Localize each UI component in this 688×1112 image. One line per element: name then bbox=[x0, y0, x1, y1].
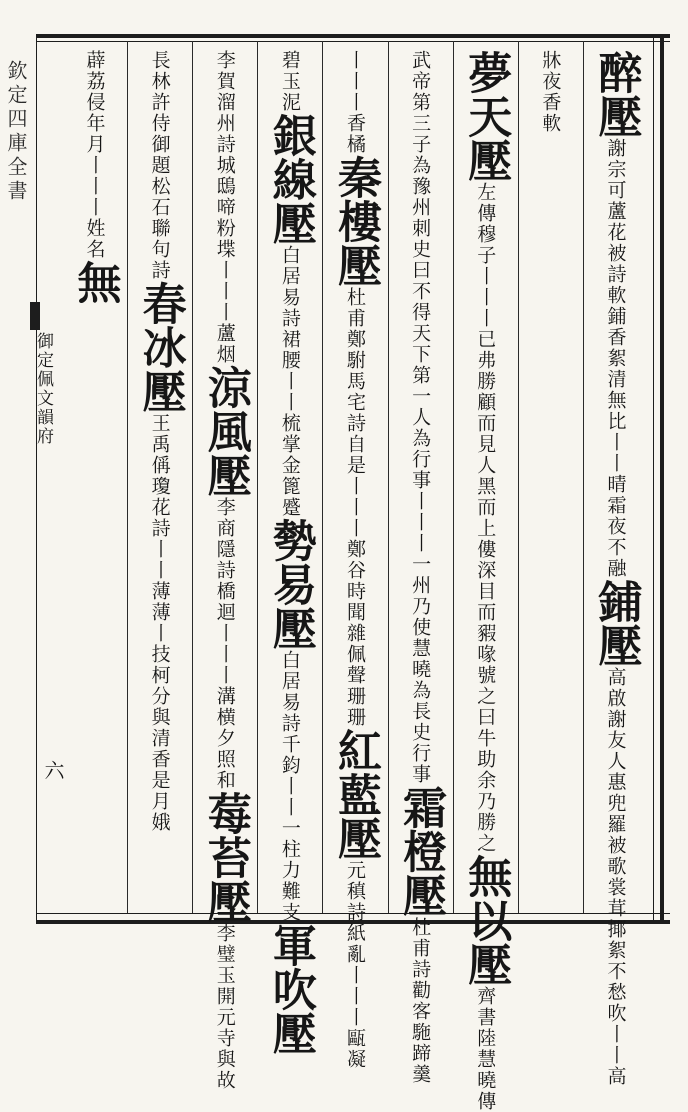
column-divider bbox=[192, 41, 193, 913]
entry-headword: 夢天壓 bbox=[460, 50, 512, 182]
entry-headword: 軍吹壓 bbox=[264, 923, 316, 1055]
entry-text: 白居易詩千鈞丨丨一柱力難支 bbox=[278, 650, 301, 923]
text-column-4 bbox=[395, 50, 447, 1085]
entry-text: 武帝第三子為豫州刺史曰不得天下第一人為行事丨丨丨一州乃使慧曉為長史行事 bbox=[409, 50, 432, 785]
entry-text: 杜甫鄭駙馬宅詩自是丨丨丨鄭谷時聞雜佩聲珊珊 bbox=[344, 287, 366, 728]
entry-text: 丨丨丨香橘 bbox=[344, 50, 366, 155]
column-divider bbox=[518, 41, 519, 913]
page-number: 六 bbox=[41, 760, 65, 780]
text-column-5 bbox=[330, 50, 381, 1070]
frame-top-inner-rule bbox=[36, 41, 670, 42]
entry-text: 高啟謝友人惠兜羅被歌裳茸揶絮不愁吹丨丨高 bbox=[604, 667, 627, 1087]
entry-text: 王禹偁瓊花詩丨丨薄薄丨技柯分與清香是月娥 bbox=[148, 413, 171, 833]
entry-headword: 涼風壓 bbox=[199, 365, 251, 497]
entry-headword: 勢易壓 bbox=[264, 518, 316, 650]
text-column-6 bbox=[264, 50, 316, 1055]
entry-headword: 春冰壓 bbox=[134, 281, 186, 413]
margin-book-title: 御定佩文韻府 bbox=[33, 332, 53, 446]
frame-right-inner-rule bbox=[653, 34, 654, 924]
entry-text: 李賀溜州詩城鴟啼粉堞丨丨丨蘆烟 bbox=[213, 50, 236, 365]
entry-text: 謝宗可蘆花被詩軟鋪香絮清無比丨丨晴霜夜不融 bbox=[604, 138, 627, 579]
entry-headword: 銀線壓 bbox=[264, 113, 316, 245]
entry-headword: 無 bbox=[69, 260, 121, 304]
column-divider bbox=[583, 41, 584, 913]
entry-text: 元稹詩紙亂丨丨丨甌凝 bbox=[344, 860, 366, 1070]
entry-text: 碧玉泥 bbox=[278, 50, 301, 113]
edge-fragment-text: 欽定四庫全書 bbox=[4, 60, 28, 204]
entry-text: 白居易詩裙腰丨丨梳掌金篦蹙 bbox=[278, 245, 301, 518]
text-column-1 bbox=[590, 50, 642, 1087]
text-column-8 bbox=[134, 50, 186, 910]
text-column-7 bbox=[199, 50, 251, 1091]
column-divider bbox=[127, 41, 128, 913]
column-divider bbox=[257, 41, 258, 913]
entry-text: 杜甫詩勸客駞蹄羹 bbox=[409, 917, 432, 1085]
frame-right-rule bbox=[660, 34, 664, 924]
column-divider bbox=[322, 41, 323, 913]
entry-headword: 秦樓壓 bbox=[330, 155, 381, 287]
entry-text: 長林許侍御題松石聯句詩 bbox=[148, 50, 171, 281]
entry-headword: 無以壓 bbox=[460, 854, 512, 986]
text-column-2 bbox=[527, 50, 573, 910]
entry-text: 李商隱詩橋迴丨丨丨溝横夕照和 bbox=[213, 497, 236, 791]
entry-headword: 紅藍壓 bbox=[330, 728, 381, 860]
frame-top-rule bbox=[36, 34, 670, 38]
fishtail-mark bbox=[30, 302, 40, 330]
entry-headword: 鋪壓 bbox=[590, 579, 642, 667]
column-divider bbox=[453, 41, 454, 913]
entry-headword: 莓苔壓 bbox=[199, 791, 251, 923]
entry-headword: 醉壓 bbox=[590, 50, 642, 138]
entry-text: 齊書陸慧曉傳 bbox=[474, 986, 497, 1112]
entry-text: 薜荔侵年月丨丨丨姓名 bbox=[83, 50, 106, 260]
text-column-9 bbox=[69, 50, 121, 910]
entry-text: 左傳穆子丨丨丨已弗勝顧而見人黑而上僂深目而豭喙號之曰牛助余乃勝之 bbox=[474, 182, 497, 854]
column-divider bbox=[388, 41, 389, 913]
text-column-3 bbox=[460, 50, 512, 1112]
entry-text: 牀夜香軟 bbox=[539, 50, 562, 134]
entry-text: 李璧玉開元寺與故 bbox=[213, 923, 236, 1091]
entry-headword: 霜橙壓 bbox=[395, 785, 447, 917]
